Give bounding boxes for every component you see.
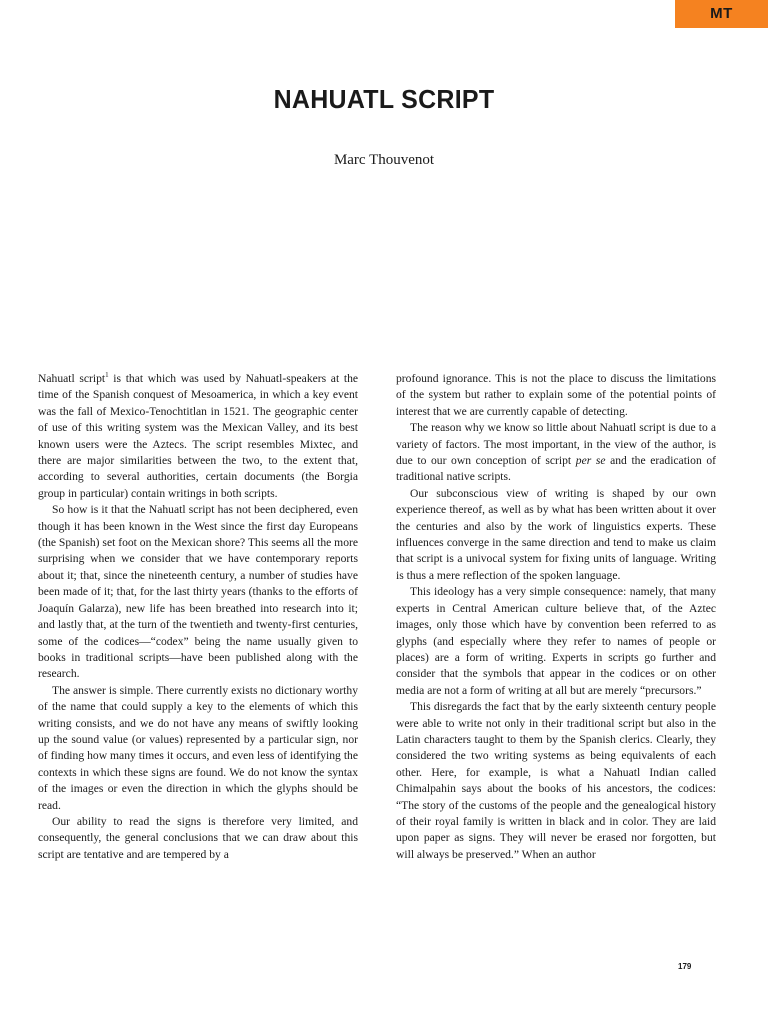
section-tag: MT <box>675 0 768 28</box>
paragraph: The answer is simple. There currently exists no dictionary worthy of the name that could supply a key to the elements of which this writing consists, and we do not have any means of swiftly looking up the sound value (or values) represented by a particular sign, nor of finding how many times it occurs, and even less of identifying the contexts in which these signs are found. We do not know the syntax of the images or even the direction in which the glyphs should be read. <box>38 683 358 812</box>
paragraph-text: The reason why we know so little about Nahuatl script is due to a variety of factors. The most important, in the view of the author, is due to our own conception of script <box>396 421 716 468</box>
paragraph: So how is it that the Nahuatl script has not been deciphered, even though it has been known in the West since the first day Europeans (the Spanish) set foot on the Mexican shore? This seems all the more surprising when we consider that we have contemporary reports about it; that, since the nineteenth century, a number of studies have been made of it; that, for the last thirty years (thanks to the efforts of Joaquín Galarza), new life has been breathed into research into it; and lastly that, at the turn of the twentieth and twenty-first centuries, some of the codices—“codex” being the name usually given to books in traditional scripts—have been published along with the research. <box>38 503 358 681</box>
article-title: NAHUATL SCRIPT <box>273 84 495 114</box>
paragraph: profound ignorance. This is not the place to discuss the limitations of the system but rather to explain some of the potential points of interest that we are currently capable of detecting. <box>396 372 716 418</box>
paragraph: This disregards the fact that by the early sixteenth century people were able to write not only in their traditional script but also in the Latin characters taught to them by the Spanish clerics. Clearly, they considered the two writing systems as being equivalents of each other. Here, for example, is what a Nahuatl Indian called Chimalpahin says about the books of his ancestors, the codices: “The story of the customs of the people and the genealogical history of their royal family is written in black and in color. They are laid upon paper as signs. They will never be erased nor forgotten, but will always be preserved.” When an author <box>396 700 716 861</box>
italic-phrase: per se <box>575 454 606 468</box>
page-number: 179 <box>678 962 692 971</box>
paragraph: Our ability to read the signs is therefore very limited, and consequently, the general conclusions that we can draw about this script are tentative and are tempered by a <box>38 814 358 861</box>
left-column <box>38 371 358 863</box>
article-author: Marc Thouvenot <box>333 152 435 168</box>
right-column <box>396 371 716 863</box>
paragraph: This ideology has a very simple consequence: namely, that many experts in Central American culture believe that, of the Aztec images, only those which have by convention been referred to as glyphs (and especially where they refer to names of people or places) are a form of writing. Experts in scripts go further and consider that the symbols that appear in the codices or on other media are not a form of writing at all but are merely “precursors.” <box>396 585 716 697</box>
footnote-mark[interactable]: 1 <box>105 371 109 380</box>
paragraph <box>38 371 358 502</box>
paragraph-text: and the eradication of traditional native scripts. <box>396 454 717 484</box>
paragraph-lead: Nahuatl script <box>38 372 106 385</box>
paragraph-text: is that which was used by Nahuatl-speakers at the time of the Spanish conquest of Mesoamerica, in which a key event was the fall of Mexico-Tenochtitlan in 1521. The geographic center of use of this writing system was the Mexican Valley, and its best known users were the Aztecs. The script resembles Mixtec, and there are major similarities between the two, to the extent that, according to several authorities, certain documents (the Borgia group in particular) contain writings in both scripts. <box>38 372 359 500</box>
paragraph: Our subconscious view of writing is shaped by our own experience thereof, as well as by what has been written about it over the centuries and also by the work of linguistics experts. These influences converge in the same direction and tend to make us claim that script is a univocal system for fixing units of language. Writing is thus a mere reflection of the spoken language. <box>396 486 716 582</box>
paragraph <box>396 420 716 486</box>
